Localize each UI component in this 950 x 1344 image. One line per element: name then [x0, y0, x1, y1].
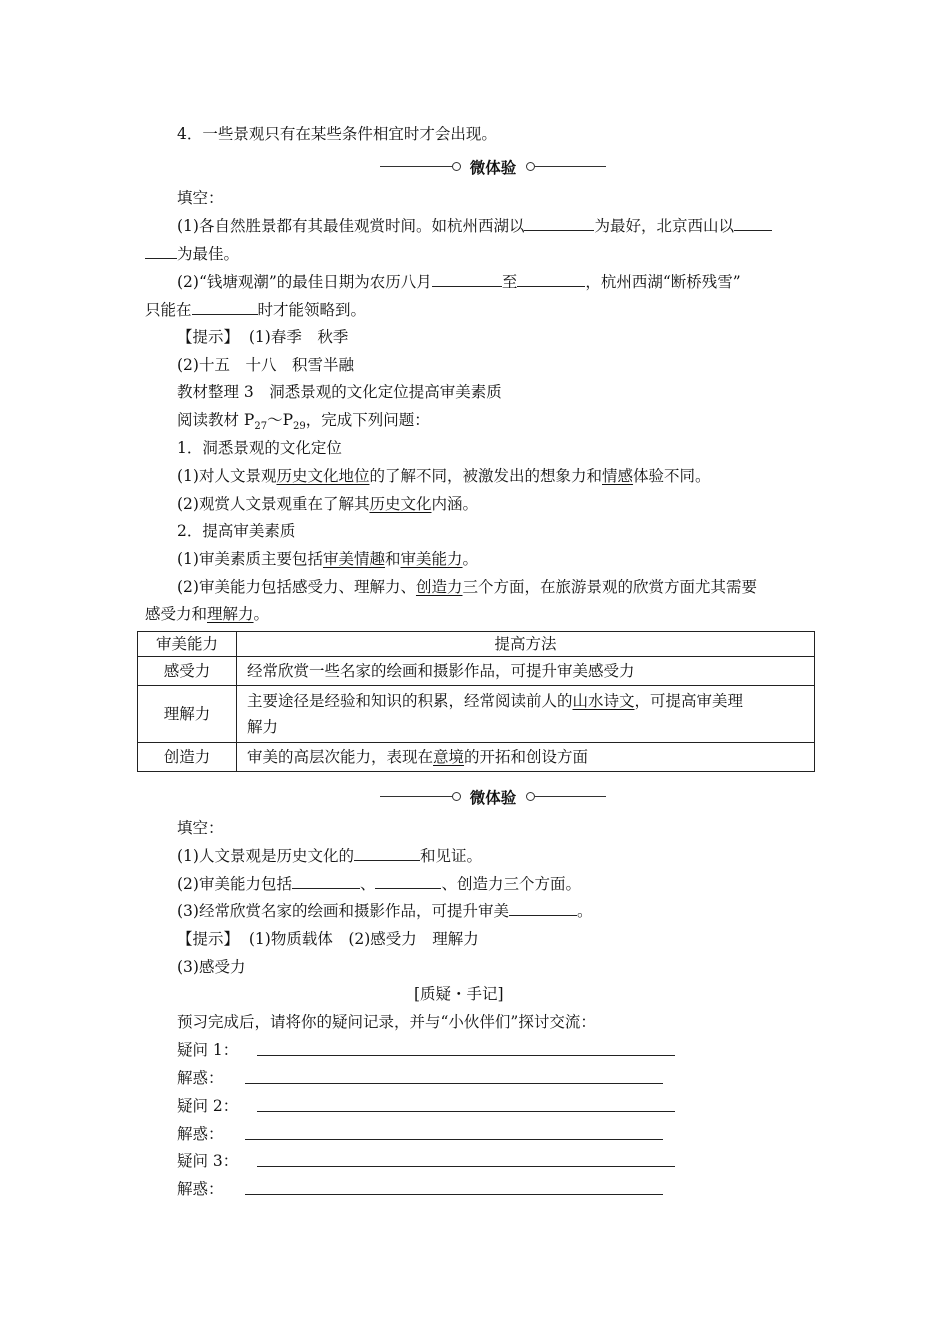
table-cell-method: 经常欣赏一些名家的绘画和摄影作品，可提升审美感受力: [237, 657, 815, 686]
answer-1-label: 解惑：: [177, 1069, 224, 1087]
question-1-writing-line[interactable]: [257, 1055, 675, 1056]
fill-blank[interactable]: [145, 244, 177, 259]
table-row: [138, 657, 815, 686]
hint-label: 【提示】: [177, 328, 240, 346]
fill-blank[interactable]: [734, 216, 772, 231]
exercise-heading: 填空：: [177, 189, 224, 207]
fill-blank[interactable]: [375, 874, 441, 889]
hint-line1: 【提示】 (1)春季 秋季: [177, 328, 349, 346]
aesthetic-ability-table: [137, 631, 815, 772]
fill-blank[interactable]: [354, 846, 420, 861]
fill-blank[interactable]: [432, 272, 502, 287]
item-4: 4．一些景观只有在某些条件相宜时才会出现。: [177, 125, 497, 143]
separator-dot-right: [526, 162, 535, 171]
question-3-label: 疑问 3：: [177, 1152, 239, 1170]
answer-3-label: 解惑：: [177, 1180, 224, 1198]
table-cell-ability: 理解力: [138, 686, 237, 743]
exercise-q1: (1)人文景观是历史文化的 和见证。: [177, 847, 482, 865]
separator-dot-left: [452, 792, 461, 801]
fill-blank[interactable]: [292, 874, 360, 889]
reading-instruction: 阅读教材 $P_{27}\sim P_{29}$，完成下列问题：: [177, 411, 430, 433]
exercise-q1-line1: (1)各自然胜景都有其最佳观赏时间。如杭州西湖以 为最好，北京西山以: [177, 216, 772, 236]
separator-label: 微体验: [469, 788, 517, 807]
hint-line2: (3)感受力: [177, 958, 246, 976]
exercise-q2-line1: (2)“钱塘观潮”的最佳日期为农历八月 至 ，杭州西湖“断桥残雪”: [177, 273, 741, 291]
separator-micro-experience: [380, 156, 606, 176]
fill-blank[interactable]: [509, 901, 577, 916]
separator-dot-left: [452, 162, 461, 171]
table-header-row: [138, 632, 815, 657]
exercise-q1-line2: 为最佳。: [145, 244, 239, 264]
separator-micro-experience: [380, 786, 606, 806]
point-1-title: 1．洞悉景观的文化定位: [177, 439, 342, 457]
separator-line-right: [535, 796, 606, 797]
question-1-label: 疑问 1：: [177, 1041, 239, 1059]
answer-2-writing-line[interactable]: [245, 1139, 663, 1140]
exercise-q2: (2)审美能力包括 、 、创造力三个方面。: [177, 875, 581, 893]
notes-title: [质疑・手记]: [414, 985, 504, 1003]
point-2-2-line1: (2)审美能力包括感受力、理解力、创造力三个方面，在旅游景观的欣赏方面尤其需要: [177, 578, 757, 596]
table-row: [138, 686, 815, 743]
table-row: [138, 743, 815, 772]
separator-line-left: [380, 166, 452, 167]
question-3-writing-line[interactable]: [257, 1166, 675, 1167]
point-2-2-line2: 感受力和理解力。: [145, 605, 270, 623]
separator-label: 微体验: [469, 158, 517, 177]
hint-label: 【提示】: [177, 930, 240, 948]
notes-intro: 预习完成后，请将你的疑问记录，并与“小伙伴们”探讨交流：: [177, 1013, 596, 1031]
fill-blank[interactable]: [517, 272, 585, 287]
separator-line-right: [535, 166, 606, 167]
hint-line1: 【提示】 (1)物质载体 (2)感受力 理解力: [177, 930, 479, 948]
answer-3-writing-line[interactable]: [245, 1194, 663, 1195]
question-2-label: 疑问 2：: [177, 1097, 239, 1115]
section-title: 教材整理 3 洞悉景观的文化定位提高审美素质: [177, 383, 502, 401]
point-2-1: (1)审美素质主要包括审美情趣和审美能力。: [177, 550, 479, 568]
table-cell-ability: 感受力: [138, 657, 237, 686]
hint-line2: (2)十五 十八 积雪半融: [177, 356, 354, 374]
answer-2-label: 解惑：: [177, 1125, 224, 1143]
answer-1-writing-line[interactable]: [245, 1083, 663, 1084]
table-cell-method: 主要途径是经验和知识的积累，经常阅读前人的山水诗文，可提高审美理 解力: [237, 686, 815, 743]
point-1-1: (1)对人文景观历史文化地位的了解不同，被激发出的想象力和情感体验不同。: [177, 467, 711, 485]
separator-line-left: [380, 796, 452, 797]
table-cell-ability: 创造力: [138, 743, 237, 772]
table-header-method: 提高方法: [237, 632, 815, 657]
exercise-heading: 填空：: [177, 819, 224, 837]
table-header-ability: 审美能力: [138, 632, 237, 657]
table-cell-method: 审美的高层次能力，表现在意境的开拓和创设方面: [237, 743, 815, 772]
point-1-2: (2)观赏人文景观重在了解其历史文化内涵。: [177, 495, 478, 513]
fill-blank[interactable]: [524, 216, 594, 231]
separator-dot-right: [526, 792, 535, 801]
exercise-q2-line2: 只能在 时才能领略到。: [145, 301, 367, 319]
question-2-writing-line[interactable]: [257, 1111, 675, 1112]
exercise-q3: (3)经常欣赏名家的绘画和摄影作品，可提升审美 。: [177, 902, 593, 920]
fill-blank[interactable]: [192, 300, 258, 315]
point-2-title: 2．提高审美素质: [177, 522, 296, 540]
